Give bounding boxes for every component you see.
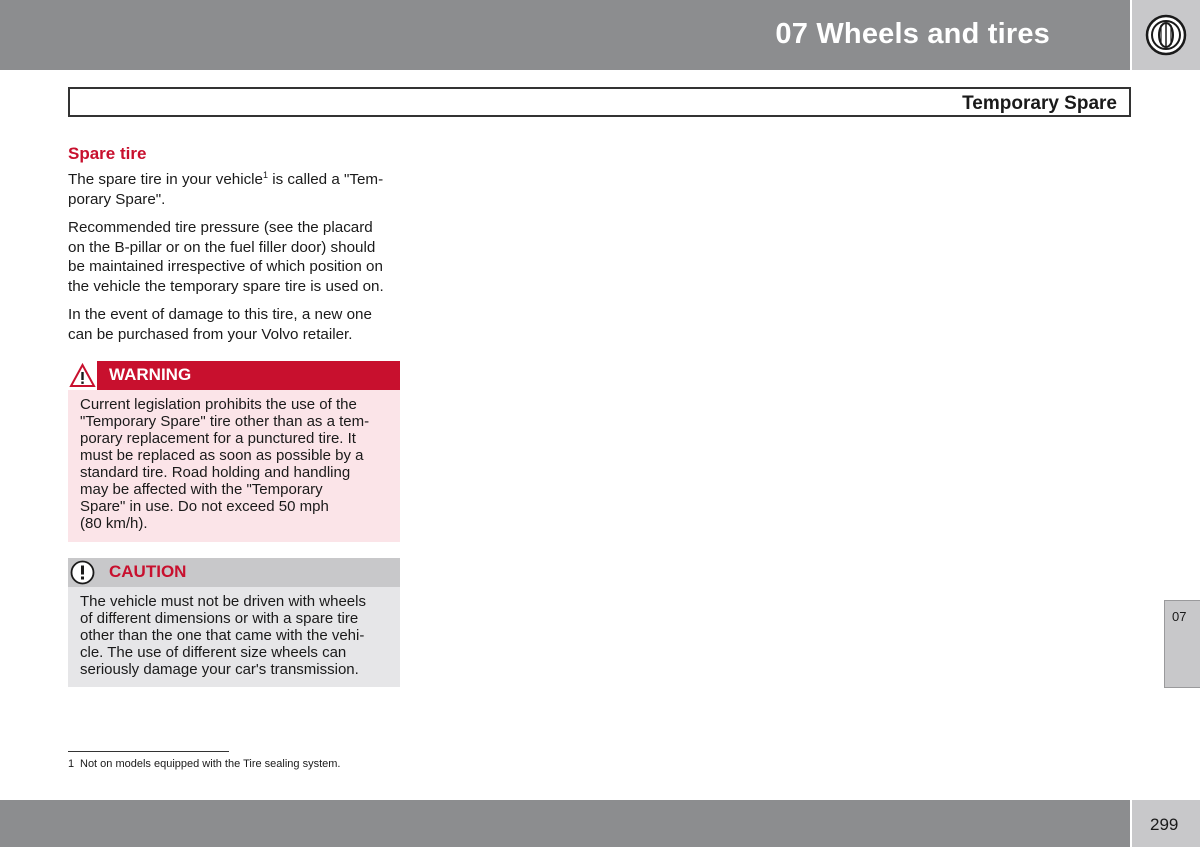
content-column: [68, 144, 400, 687]
caution-line: The vehicle must not be driven with wheels: [80, 593, 366, 610]
warning-line: may be affected with the "Temporary: [80, 481, 323, 498]
warning-line: standard tire. Road holding and handling: [80, 464, 351, 481]
chapter-title: 07 Wheels and tires: [775, 18, 1050, 50]
subheading: Spare tire: [68, 144, 147, 163]
paragraph-line: on the B-pillar or on the fuel filler door) should: [68, 238, 376, 256]
warning-triangle-icon: [68, 361, 97, 390]
warning-line: Current legislation prohibits the use of the: [80, 396, 357, 413]
warning-line: porary replacement for a punctured tire. It: [80, 430, 356, 447]
footnote-ref: 1: [263, 169, 269, 180]
footnote-text: Not on models equipped with the Tire sealing system.: [80, 758, 341, 770]
paragraph-line: be maintained irrespective of which position on: [68, 258, 383, 275]
caution-exclamation-icon: [70, 560, 95, 585]
footnote-number: 1: [68, 758, 75, 770]
paragraph-pressure: [68, 218, 400, 296]
footnote-divider: [68, 751, 229, 752]
paragraph-line: Recommended tire pressure (see the placard: [68, 219, 373, 236]
paragraph-intro: [68, 170, 400, 209]
footnote: [68, 758, 340, 770]
section-title: Temporary Spare: [962, 93, 1117, 114]
paragraph-damage: [68, 305, 400, 344]
paragraph-intro-text: The spare tire in your vehicle: [68, 171, 263, 188]
caution-header: [68, 558, 400, 587]
chapter-icon-box: [1132, 0, 1200, 70]
paragraph-line: can be purchased from your Volvo retailer.: [68, 325, 353, 343]
caution-box: [68, 558, 400, 687]
warning-text: [68, 390, 400, 542]
warning-line: must be replaced as soon as possible by a: [80, 447, 364, 464]
paragraph-line: the vehicle the temporary spare tire is used on.: [68, 277, 384, 295]
caution-line: other than the one that came with the vehi-: [80, 627, 365, 644]
chapter-side-tab-label: 07: [1172, 609, 1187, 624]
warning-line: "Temporary Spare" tire other than as a tem-: [80, 413, 370, 430]
warning-line: (80 km/h).: [80, 515, 148, 532]
paragraph-intro-text-cont: is called a "Tem-: [268, 171, 384, 188]
paragraph-intro-text-end: porary Spare".: [68, 190, 166, 208]
caution-line: cle. The use of different size wheels can: [80, 644, 347, 661]
warning-header: [68, 361, 400, 390]
warning-label: WARNING: [109, 365, 192, 384]
page-number: 299: [1150, 815, 1179, 834]
chapter-header-bar: [0, 0, 1130, 70]
paragraph-line: In the event of damage to this tire, a new one: [68, 306, 372, 323]
footer-bar: [0, 800, 1130, 847]
warning-box: [68, 361, 400, 542]
page-number-box: [1132, 800, 1200, 847]
caution-label: CAUTION: [109, 562, 187, 581]
caution-text: [68, 587, 400, 687]
caution-line: of different dimensions or with a spare tire: [80, 610, 359, 627]
caution-line: seriously damage your car's transmission.: [80, 661, 359, 678]
chapter-side-tab[interactable]: [1164, 600, 1200, 688]
wheel-icon: [1145, 14, 1187, 56]
warning-line: Spare" in use. Do not exceed 50 mph: [80, 498, 329, 515]
section-title-box: [68, 87, 1131, 117]
